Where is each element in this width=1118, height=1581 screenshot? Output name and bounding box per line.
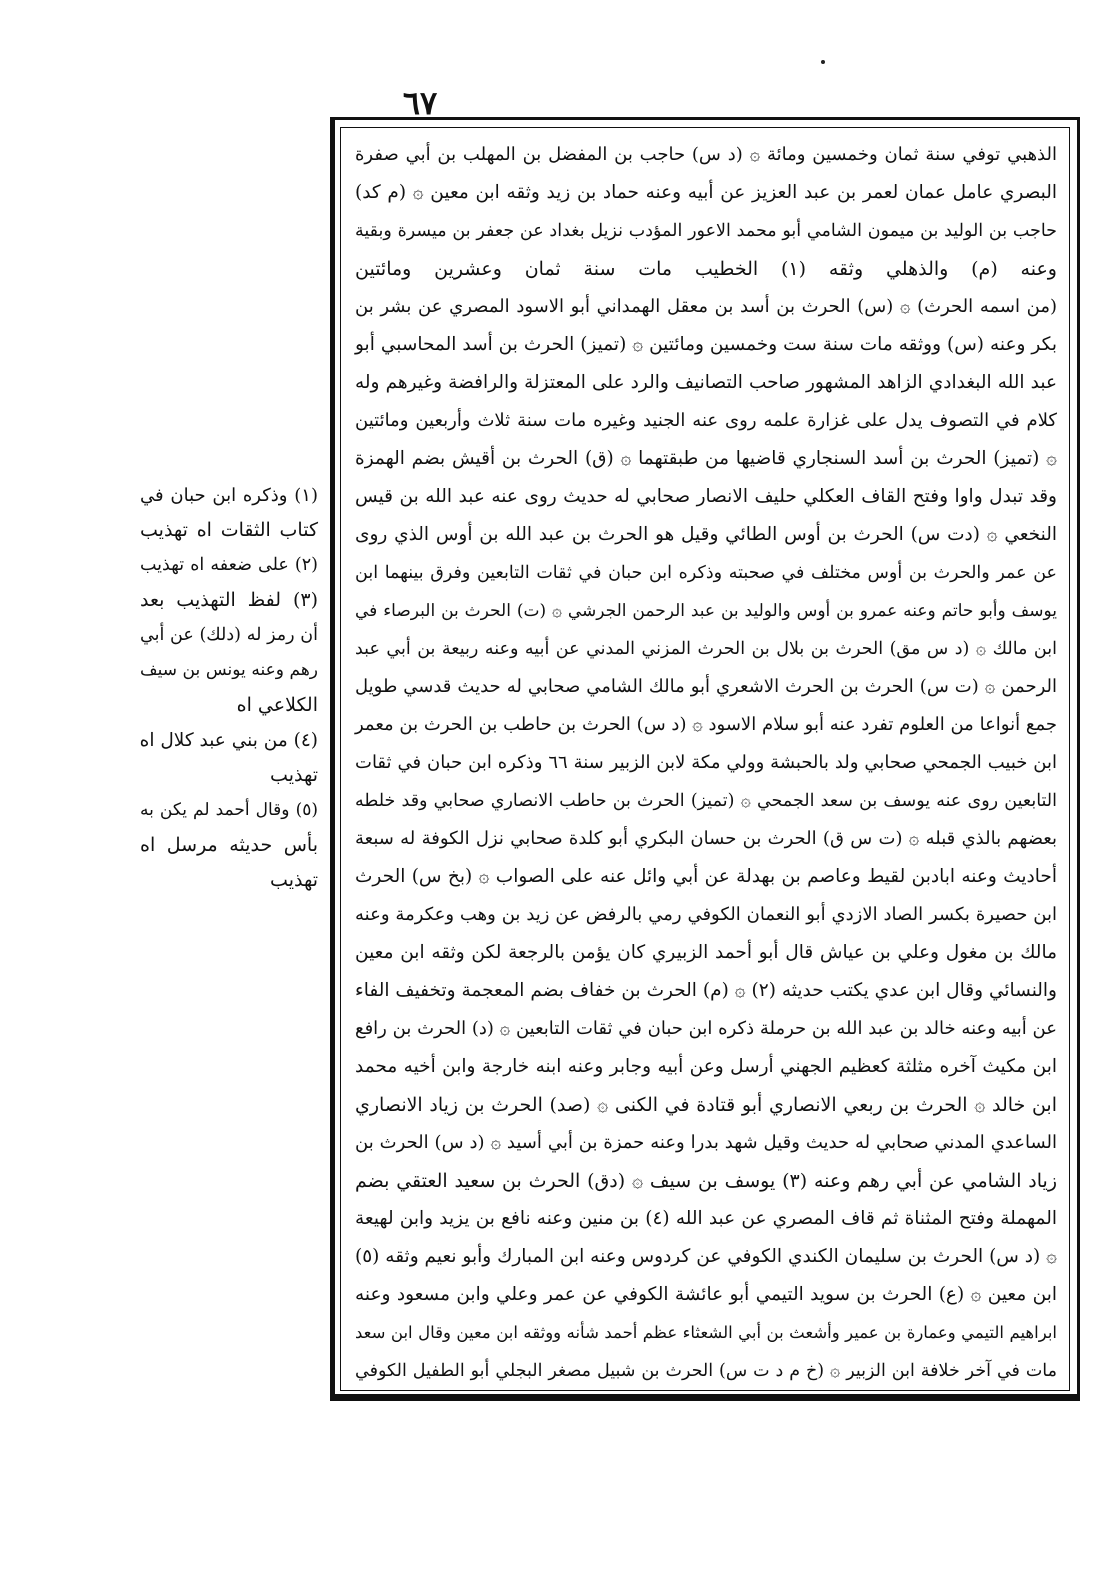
- footnote-line: كتاب الثقات اه تهذيب: [140, 519, 318, 541]
- text-line: المهملة وفتح المثناة ثم قاف المصري عن عبد الله (٤) بن منين وعنه نافع بن يزيد وابن لهيعة: [355, 1208, 1057, 1229]
- text-line: بكر وعنه (س) ووثقه مات سنة ست وخمسين ومائتين ۞ (تميز) الحرث بن أسد المحاسبي أبو: [355, 334, 1057, 355]
- text-line: ۞ (تميز) الحرث بن أسد السنجاري قاضيها من طبقتهما ۞ (ق) الحرث بن أقيش بضم الهمزة: [355, 448, 1057, 469]
- text-line: ابن معين ۞ (ع) الحرث بن سويد التيمي أبو عائشة الكوفي عن عمر وعلي وابن مسعود وعنه: [355, 1284, 1057, 1305]
- text-line: ابن حصيرة بكسر الصاد الازدي أبو النعمان الكوفي رمي بالرفض عن زيد بن وهب وعكرمة وعنه: [355, 904, 1057, 925]
- text-line: الساعدي المدني صحابي له حديث وقيل شهد بدرا وعنه حمزة بن أبي أسيد ۞ (د س) الحرث بن: [355, 1132, 1057, 1153]
- text-line: ابن مكيث آخره مثلثة كعظيم الجهني أرسل وعن أبيه وجابر وعنه ابنه خارجة وابن أخيه محمد: [355, 1056, 1057, 1077]
- text-line: وعنه (م) والذهلي وثقه (١) الخطيب مات سنة ثمان وعشرين ومائتين: [355, 258, 1057, 280]
- footnote-line: تهذيب: [270, 764, 318, 786]
- text-line: ابن مالك ۞ (د س مق) الحرث بن بلال بن الحرث المزني المدني عن أبيه وعنه ربيعة بن أبي عبد: [355, 639, 1057, 659]
- footnote-line: (٢) على ضعفه اه تهذيب: [140, 555, 318, 575]
- text-line: مالك بن مغول وعلي بن عياش قال أبو أحمد الزبيري كان يؤمن بالرجعة لكن وثقه ابن معين: [355, 942, 1057, 963]
- text-line: الرحمن ۞ (ت س) الحرث بن الحرث الاشعري أبو مالك الشامي صحابي له حديث قدسي طويل: [355, 676, 1057, 697]
- footnote-line: (٥) وقال أحمد لم يكن به: [140, 800, 318, 820]
- text-line: ۞ (د س) الحرث بن سليمان الكندي الكوفي عن كردوس وعنه ابن المبارك وأبو نعيم وثقه (٥): [355, 1246, 1057, 1267]
- text-line: ابن خالد ۞ الحرث بن ربعي الانصاري أبو قتادة في الكنى ۞ (صد) الحرث بن زياد الانصاري: [355, 1094, 1057, 1116]
- footnote-line: تهذيب: [270, 869, 318, 891]
- margin-footnotes: [140, 478, 318, 898]
- footnote-line: (٤) من بني عبد كلال اه: [139, 730, 318, 751]
- page-number: ٦٧: [402, 84, 438, 122]
- main-text-frame: [330, 117, 1080, 1401]
- text-line: عبد الله البغدادي الزاهد المشهور صاحب التصانيف والرد على المعتزلة والرافضة وغيرهم وله: [355, 372, 1057, 393]
- text-line: عن أبيه وعنه خالد بن عبد الله بن حرملة ذكره ابن حبان في ثقات التابعين ۞ (د) الحرث بن رافع: [355, 1018, 1057, 1039]
- text-line: والنسائي وقال ابن عدي يكتب حديثه (٢) ۞ (م) الحرث بن خفاف بضم المعجمة وتخفيف الفاء: [355, 980, 1057, 1001]
- footnote-line: رهم وعنه يونس بن سيف: [140, 660, 318, 680]
- page-speck: [821, 60, 825, 64]
- text-line: أحاديث وعنه ابادبن لقيط وعاصم بن بهدلة عن أبي وائل عنه على الصواب ۞ (بخ س) الحرث: [355, 866, 1057, 887]
- text-line: التابعين روى عنه يوسف بن سعد الجمحي ۞ (تميز) الحرث بن حاطب الانصاري صحابي وقد خلطه: [355, 791, 1057, 811]
- text-line: الذهبي توفي سنة ثمان وخمسين ومائة ۞ (د س) حاجب بن المفضل بن المهلب بن أبي صفرة: [355, 144, 1057, 165]
- text-line: جمع أنواعا من العلوم تفرد عنه أبو سلام الاسود ۞ (د س) الحرث بن حاطب بن الحرث بن معمر: [355, 714, 1057, 735]
- footnote-line: (١) وذكره ابن حبان في: [140, 485, 318, 506]
- main-text-body: [355, 136, 1057, 1380]
- footnote-line: الكلاعي اه: [236, 694, 318, 716]
- text-line: كلام في التصوف يدل على غزارة علمه روى عنه الجنيد وغيره مات سنة ثلاث وأربعين ومائتين: [355, 410, 1057, 431]
- text-line: بعضهم بالذي قبله ۞ (ت س ق) الحرث بن حسان البكري أبو كلدة صحابي نزل الكوفة له سبعة: [355, 828, 1057, 849]
- text-line: وقد تبدل واوا وفتح القاف العكلي حليف الانصار صحابي له حديث روى عنه عبد الله بن قيس: [355, 486, 1057, 507]
- text-line: يوسف وأبو حاتم وعنه عمرو بن أوس والوليد بن عبد الرحمن الجرشي ۞ (ت) الحرث بن البرصاء في: [355, 601, 1057, 621]
- text-line: مات في آخر خلافة ابن الزبير ۞ (خ م د ت س) الحرث بن شبيل مصغر البجلي أبو الطفيل الكوفي: [355, 1361, 1057, 1381]
- text-line: النخعي ۞ (دت س) الحرث بن أوس الطائي وقيل هو الحرث بن عبد الله بن أوس الذي روى: [355, 524, 1057, 545]
- text-line: البصري عامل عمان لعمر بن عبد العزيز عن أبيه وعنه حماد بن زيد وثقه ابن معين ۞ (م كد): [355, 182, 1057, 203]
- text-line: ابراهيم التيمي وعمارة بن عمير وأشعث بن أبي الشعثاء عظم أحمد شأنه ووثقه ابن معين وقال ابن سعد: [355, 1323, 1057, 1342]
- text-line: زياد الشامي عن أبي رهم وعنه (٣) يوسف بن سيف ۞ (دق) الحرث بن سعيد العتقي بضم: [355, 1170, 1057, 1192]
- text-line: (من اسمه الحرث) ۞ (س) الحرث بن أسد بن معقل الهمداني أبو الاسود المصري عن بشر بن: [355, 296, 1057, 317]
- text-line: عن عمر والحرث بن أوس مختلف في صحبته وذكره ابن حبان في ثقات التابعين وفرق بينهما ابن: [355, 563, 1057, 583]
- footnote-line: بأس حديثه مرسل اه: [140, 834, 318, 856]
- text-line: ابن خبيب الجمحي صحابي ولد بالحبشة وولي مكة لابن الزبير سنة ٦٦ وذكره ابن حبان في ثقات: [355, 752, 1058, 773]
- footnote-line: أن رمز له (دلك) عن أبي: [140, 625, 318, 645]
- footnote-line: (٣) لفظ التهذيب بعد: [140, 589, 318, 611]
- text-line: حاجب بن الوليد بن ميمون الشامي أبو محمد الاعور المؤدب نزيل بغداد عن جعفر بن ميسرة وبقية: [355, 221, 1057, 241]
